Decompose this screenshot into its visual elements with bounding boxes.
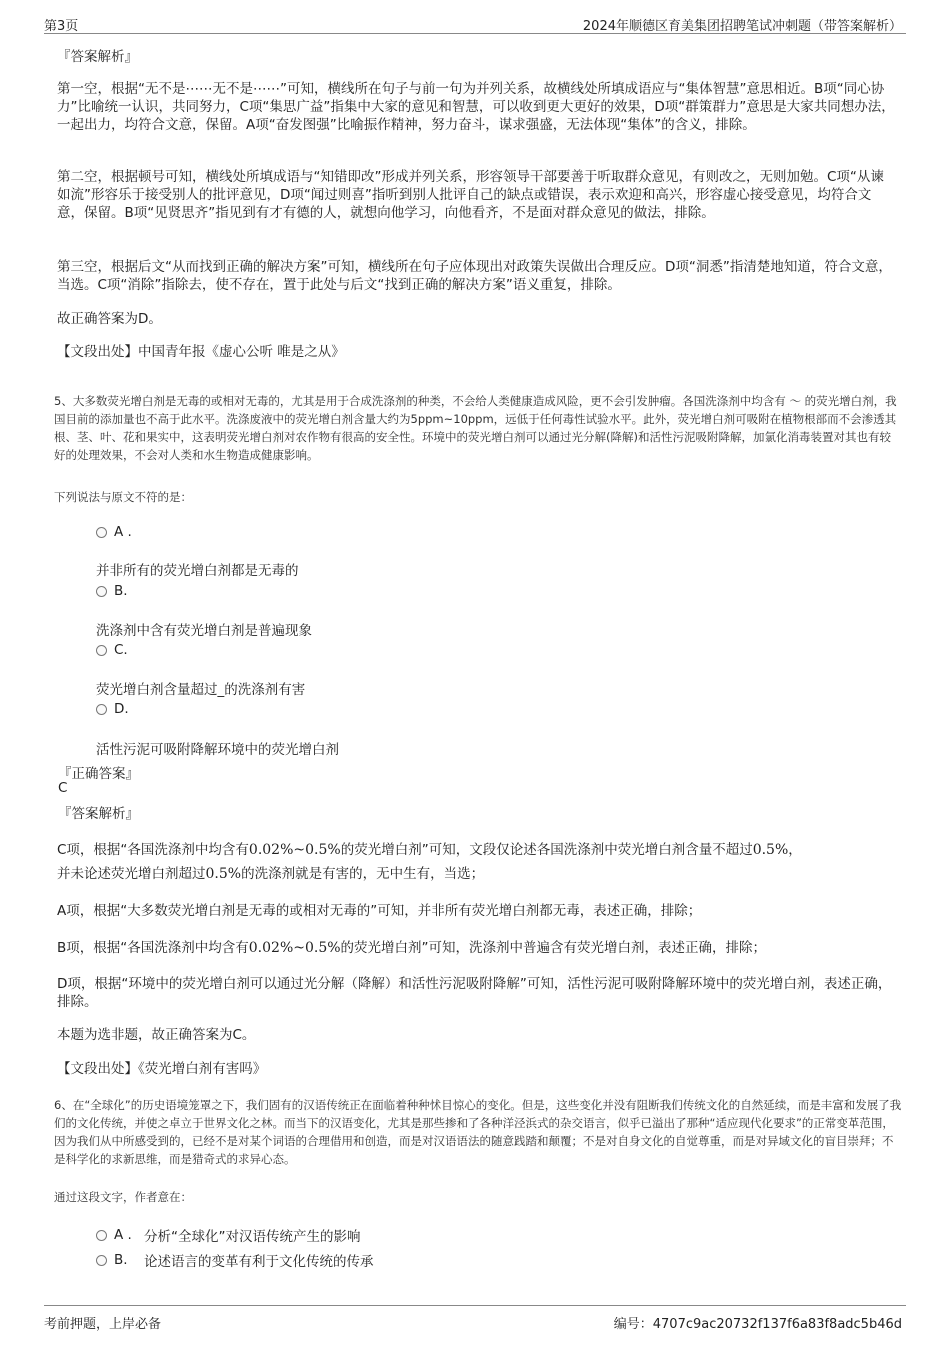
q5-answer: C <box>58 780 68 796</box>
footer-id: 编号：4707c9ac20732f137f6a83f8adc5b46d <box>613 1317 902 1332</box>
page-footer <box>44 1305 906 1332</box>
q5-analysis-a: A项，根据“大多数荧光增白剂是无毒的或相对无毒的”可知，并非所有荧光增白剂都无毒，表述正确，排除； <box>57 903 702 919</box>
radio-icon[interactable] <box>96 527 107 538</box>
math-value: 0.5% <box>205 866 242 882</box>
q4-analysis-label: 『答案解析』 <box>57 49 138 65</box>
q6-option-b[interactable] <box>96 1250 374 1270</box>
q5-answer-label: 『正确答案』 <box>58 766 139 782</box>
math-value: 0.5% <box>752 842 789 858</box>
q5-analysis-c: C项，根据“各国洗涤剂中均含有0.02%~0.5%的荧光增白剂”可知，文段仅论述各国洗涤剂中荧光增白剂含量不超过0.5%， 并未论述荧光增白剂超过0.5%的洗涤剂就是有害的，无中生有，当选； <box>57 842 802 882</box>
q5-option-d-text: 活性污泥可吸附降解环境中的荧光增白剂 <box>96 742 339 758</box>
option-key: B. <box>114 1252 128 1268</box>
option-text: 论述语言的变革有利于文化传统的传承 <box>144 1254 374 1270</box>
q5-source: 【文段出处】《荧光增白剂有害吗》 <box>57 1061 267 1077</box>
radio-icon[interactable] <box>96 645 107 656</box>
footer-slogan: 考前押题，上岸必备 <box>44 1317 162 1332</box>
math-range: 0.02%~0.5% <box>248 842 341 858</box>
radio-icon[interactable] <box>96 1255 107 1266</box>
q5-analysis-d: D项，根据“环境中的荧光增白剂可以通过光分解（降解）和活性污泥吸附降解”可知，活性污泥可吸附降解环境中的荧光增白剂，表述正确，排除。 <box>57 976 892 1010</box>
q5-option-d[interactable] <box>96 701 129 717</box>
page-number: 第3页 <box>44 19 79 34</box>
radio-icon[interactable] <box>96 586 107 597</box>
q6-stem: 6、在“全球化”的历史语境笼罩之下，我们固有的汉语传统正在面临着种种怵目惊心的变化。但是，这些变化并没有阻断我们传统文化的自然延续，而是丰富和发展了我们的文化传统，并使之卓立于世界文化之林。而当下的汉语变化，尤其是那些掺和了各种洋泾浜式的杂交语言，似乎已溢出了那种“适应现代化要求”的正常变革范围，因为我们从中所感受到的，已经不是对某个词语的合理借用和创造，而是对汉语语法的随意践踏和颠覆；不是对自身文化的自觉尊重，而是对异域文化的盲目崇拜；不是科学化的求新思维，而是猎奇式的求异心态。 <box>54 1098 902 1166</box>
option-key: B. <box>114 583 128 599</box>
page-header <box>44 13 906 34</box>
q4-analysis-p2: 第二空，根据顿号可知，横线处所填成语与“知错即改”形成并列关系，形容领导干部要善于听取群众意见，有则改之，无则加勉。C项“从谏如流”形容乐于接受别人的批评意见，D项“闻过则喜”指听到别人批评自己的缺点或错误，表示欢迎和高兴，形容虚心接受意见，均符合文意，保留。B项“见贤思齐”指见到有才有德的人，就想向他学习，向他看齐，不是面对群众意见的做法，排除。 <box>57 169 884 221</box>
q5-option-c-text: 荧光增白剂含量超过_的洗涤剂有害 <box>96 682 306 698</box>
q5-prompt: 下列说法与原文不符的是： <box>54 490 192 504</box>
document-title: 2024年顺德区育美集团招聘笔试冲刺题（带答案解析） <box>582 19 902 34</box>
q5-stem: 5、大多数荧光增白剂是无毒的或相对无毒的，尤其是用于合成洗涤剂的种类，不会给人类健康造成风险，更不会引发肿瘤。各国洗涤剂中均含有 ～ 的荧光增白剂，我国目前的添加量也不高于此水平。洗涤废液中的荧光增白剂含量大约为5ppm~10ppm，远低于任何毒性试验水平。此外，荧光增白剂可吸附在植物根部而不会渗透其根、茎、叶、花和果实中，这表明荧光增白剂对农作物有很高的安全性。环境中的荧光增白剂可以通过光分解(降解)和活性污泥吸附降解，加氯化消毒装置对其也有较好的处理效果，不会对人类和水生物造成健康影响。 <box>54 394 897 462</box>
option-key: A . <box>114 524 132 540</box>
q6-prompt: 通过这段文字，作者意在： <box>54 1190 192 1204</box>
q5-analysis-b: B项，根据“各国洗涤剂中均含有0.02%~0.5%的荧光增白剂”可知，洗涤剂中普遍含有荧光增白剂，表述正确，排除； <box>57 940 767 956</box>
radio-icon[interactable] <box>96 704 107 715</box>
q4-analysis-p3: 第三空，根据后文“从而找到正确的解决方案”可知，横线所在句子应体现出对政策失误做出合理反应。D项“洞悉”指清楚地知道，符合文意，当选。C项“消除”指除去，使不存在，置于此处与后文“找到正确的解决方案”语义重复，排除。 <box>57 259 892 293</box>
q4-analysis-p1: 第一空，根据“无不是⋯⋯无不是⋯⋯”可知，横线所在句子与前一句为并列关系，故横线处所填成语应与“集体智慧”意思相近。B项“同心协力”比喻统一认识，共同努力，C项“集思广益”指集中大家的意见和智慧，可以收到更大更好的效果，D项“群策群力”意思是大家共同想办法，一起出力，均符合文意，保留。A项“奋发图强”比喻振作精神，努力奋斗，谋求强盛，无法体现“集体”的含义，排除。 <box>57 81 895 133</box>
q5-option-a[interactable] <box>96 524 132 540</box>
q5-option-b[interactable] <box>96 583 128 599</box>
q4-answer: 故正确答案为D。 <box>57 311 162 327</box>
option-key: D. <box>114 701 129 717</box>
option-key: A . <box>114 1227 132 1243</box>
q4-source: 【文段出处】中国青年报《虚心公听 唯是之从》 <box>57 344 345 360</box>
q5-option-b-text: 洗涤剂中含有荧光增白剂是普遍现象 <box>96 623 312 639</box>
q5-conclusion: 本题为选非题，故正确答案为C。 <box>57 1027 256 1043</box>
radio-icon[interactable] <box>96 1230 107 1241</box>
math-range: 0.02%~0.5% <box>248 940 341 956</box>
q5-analysis-label: 『答案解析』 <box>58 806 139 822</box>
option-key: C. <box>114 642 128 658</box>
option-text: 分析“全球化”对汉语传统产生的影响 <box>144 1229 361 1245</box>
q6-option-a[interactable] <box>96 1225 361 1245</box>
q5-option-a-text: 并非所有的荧光增白剂都是无毒的 <box>96 563 299 579</box>
q5-option-c[interactable] <box>96 642 128 658</box>
